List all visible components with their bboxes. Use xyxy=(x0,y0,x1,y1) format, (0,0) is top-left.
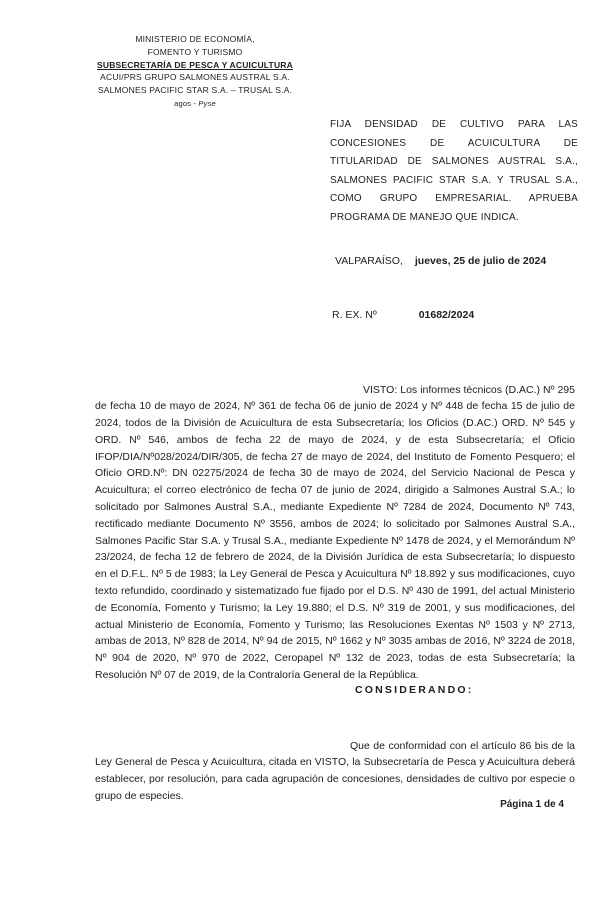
letterhead-unit-line2: SALMONES PACIFIC STAR S.A. – TRUSAL S.A. xyxy=(97,85,293,96)
considerando-heading: CONSIDERANDO: xyxy=(355,684,474,696)
dateline-date: jueves, 25 de julio de 2024 xyxy=(414,255,547,267)
resolution-number-value: 01682/2024 xyxy=(418,309,475,321)
drafter-initials xyxy=(76,98,314,111)
drafter-initials-left: agos - xyxy=(174,98,197,108)
dateline xyxy=(335,255,546,267)
visto-lead: VISTO: xyxy=(363,383,398,396)
considerando-paragraph: Que de conformidad con el artículo 86 bis de la Ley General de Pesca y Acuicultura, citada en VISTO, la Subsecretaría de Pesca y Acuicultura deberá establecer, por resolución, para cada agrupación de concesiones, densidades de cultivo por especie o grupo de especies. xyxy=(95,739,575,802)
letterhead xyxy=(76,33,314,111)
visto-paragraph xyxy=(95,382,575,684)
dateline-city: VALPARAÍSO, xyxy=(335,255,403,267)
resolution-number-line xyxy=(332,309,474,321)
letterhead-unit-line1: ACUI/PRS GRUPO SALMONES AUSTRAL S.A. xyxy=(100,72,290,83)
visto-body: Los informes técnicos (D.AC.) Nº 295 de fecha 10 de mayo de 2024, Nº 361 de fecha 06 de junio de 2024 y Nº 448 de fecha 15 de julio de 2024, todos de la División de Acuicultura de esta Subsecretaría; los Oficios (D.AC.) ORD. Nº 545 y ORD. Nº 546, ambos de fecha 22 de mayo de 2024, y de esta Subsecretaría; el Oficio IFOP/DIA/Nº028/2024/DIR/305, de fecha 27 de mayo de 2024, del Instituto de Fomento Pesquero; el Oficio ORD.Nº: DN 02275/2024 de fecha 30 de mayo de 2024, del Servicio Nacional de Pesca y Acuicultura; el correo electrónico de fecha 07 de junio de 2024, dirigido a Salmones Austral S.A.; lo solicitado por Salmones Austral S.A., mediante Expediente Nº 7284 de 2024, Documento Nº 743, rectificado mediante Documento Nº 3556, ambos de 2024; lo solicitado por Salmones Austral S.A., Salmones Pacific Star S.A. y Trusal S.A., mediante Expediente Nº 1478 de 2024, y el Memorándum Nº 23/2024, de fecha 12 de febrero de 2024, de la División Jurídica de esta Subsecretaría; lo dispuesto en el D.F.L. Nº 5 de 1983; la Ley General de Pesca y Acuicultura Nº 18.892 y sus modificaciones, cuyo texto refundido, coordinado y sistematizado fue fijado por el D.S. Nº 430 de 1991, del actual Ministerio de Economía, Fomento y Turismo; la Ley 19.880; el D.S. Nº 319 de 2001, y sus modificaciones, del actual Ministerio de Economía, Fomento y Turismo; las Resoluciones Exentas Nº 1503 y Nº 2713, ambas de 2013, Nº 828 de 2014, Nº 94 de 2015, Nº 1662 y Nº 3035 ambas de 2016, Nº 3224 de 2018, Nº 904 de 2020, Nº 970 de 2022, Ceropapel Nº 132 de 2023, todas de esta Subsecretaría; la Resolución Nº 07 de 2019, de la Contraloría General de la República. xyxy=(95,383,575,682)
page-number-indicator: Página 1 de 4 xyxy=(500,799,564,810)
resolution-number-label: R. EX. Nº xyxy=(332,309,377,321)
drafter-initials-right: Pyse xyxy=(198,98,216,108)
ministry-name-line1: MINISTERIO DE ECONOMÍA, xyxy=(135,34,255,44)
ministry-name-line2: FOMENTO Y TURISMO xyxy=(147,46,243,57)
resolution-subject: FIJA DENSIDAD DE CULTIVO PARA LAS CONCESIONES DE ACUICULTURA DE TITULARIDAD DE SALMONES AUSTRAL S.A., SALMONES PACIFIC STAR S.A. Y TRUSAL S.A., COMO GRUPO EMPRESARIAL. APRUEBA PROGRAMA DE MANEJO QUE INDICA. xyxy=(330,119,578,223)
organization-name: SUBSECRETARÍA DE PESCA Y ACUICULTURA xyxy=(97,59,293,70)
